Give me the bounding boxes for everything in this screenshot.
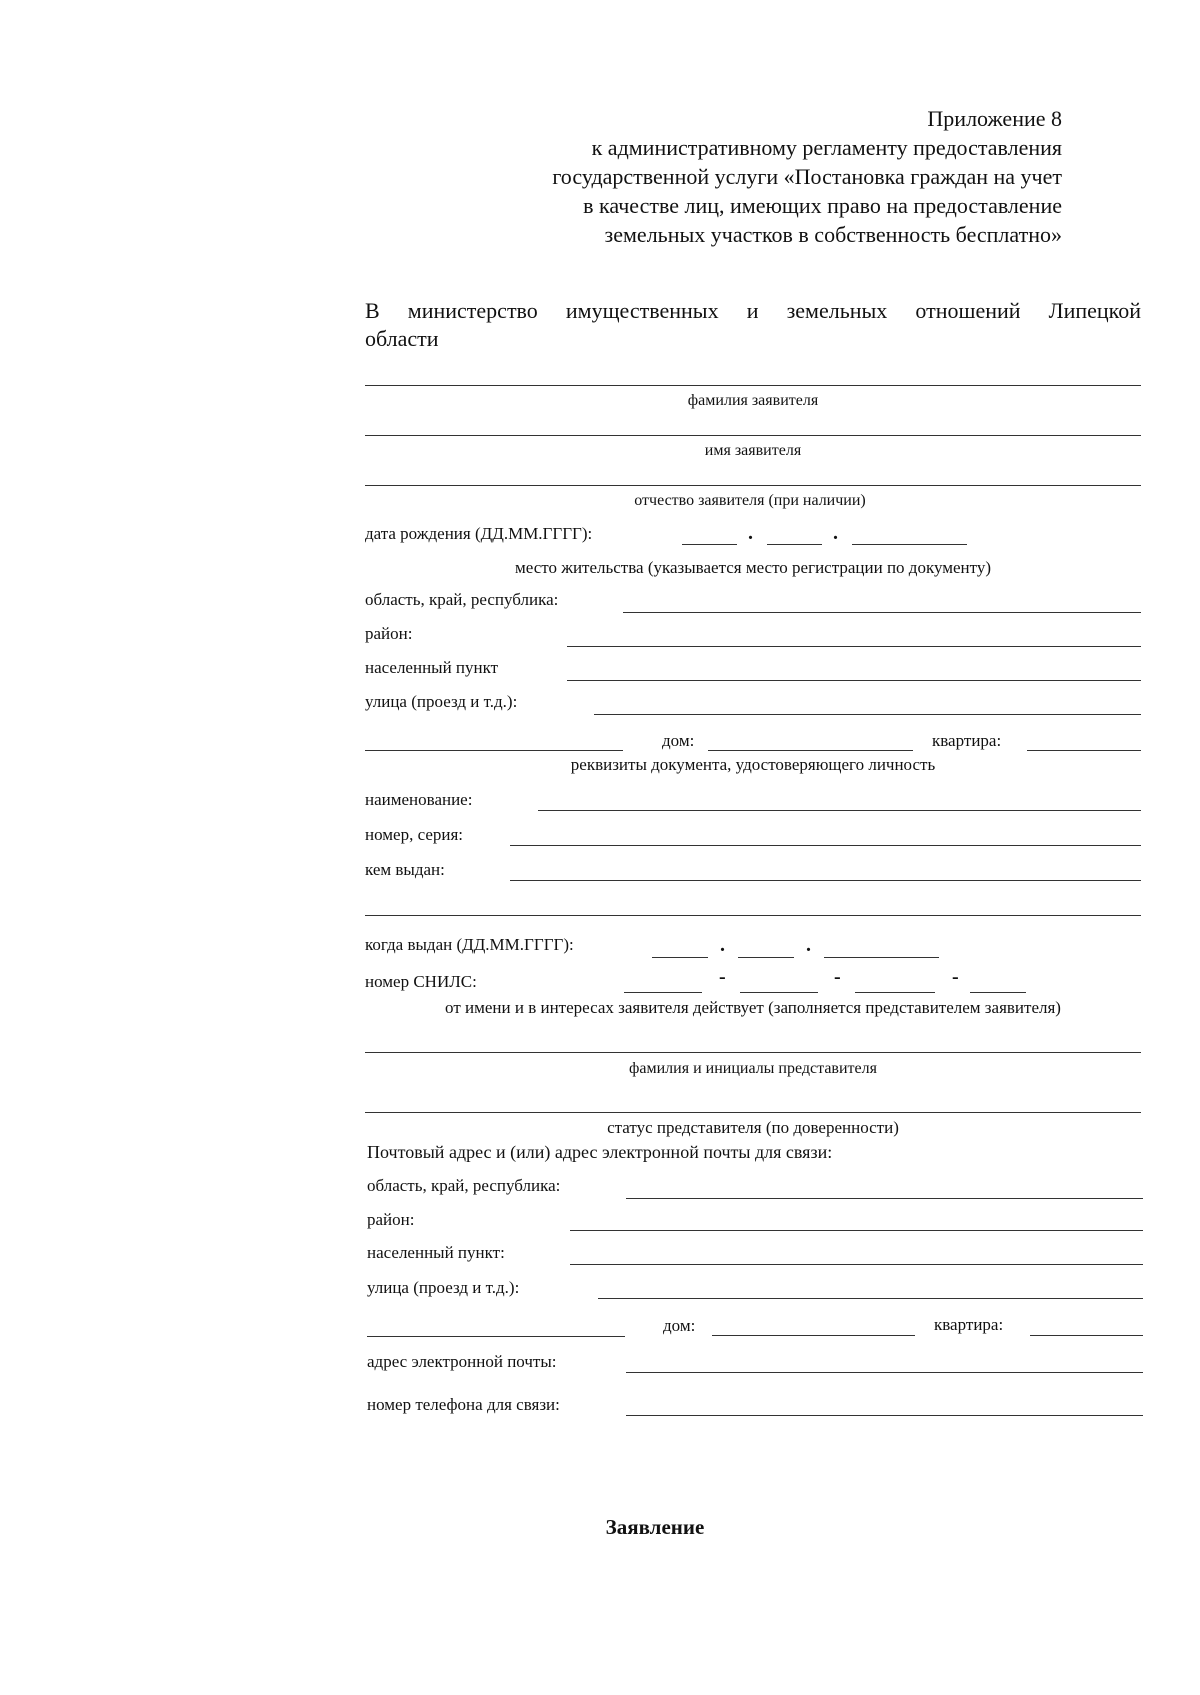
snils-separator: - (834, 966, 841, 988)
identity-doc-heading: реквизиты документа, удостоверяющего личность (570, 755, 936, 774)
surname-caption: фамилия заявителя (687, 392, 819, 409)
annex-number: Приложение 8 (927, 106, 1062, 131)
residence-apartment-field[interactable] (1027, 750, 1141, 751)
addressee-line-1: В министерство имущественных и земельных отношений Липецкой (365, 298, 1141, 323)
birth-date-label: дата рождения (ДД.ММ.ГГГГ): (365, 524, 593, 543)
email-field[interactable] (626, 1372, 1143, 1373)
residence-region-field[interactable] (623, 612, 1141, 613)
residence-apartment-label: квартира: (932, 731, 1002, 750)
residence-street-continuation-field[interactable] (365, 750, 623, 751)
regulation-line-3: в качестве лиц, имеющих право на предоставление (583, 193, 1062, 218)
addressee-line-2: области (365, 326, 439, 351)
date-separator: . (833, 522, 838, 544)
doc-issued-by-continuation-field[interactable] (365, 915, 1141, 916)
doc-number-field[interactable] (510, 845, 1141, 846)
residence-street-label: улица (проезд и т.д.): (365, 692, 518, 711)
residence-district-label: район: (365, 624, 413, 643)
birth-month-field[interactable] (767, 544, 822, 545)
representative-name-caption: фамилия и инициалы представителя (629, 1060, 877, 1077)
doc-issued-by-field[interactable] (510, 880, 1141, 881)
representative-status-field[interactable] (365, 1112, 1141, 1113)
date-separator: . (720, 934, 725, 956)
regulation-line-1: к административному регламенту предоставления (591, 135, 1062, 160)
name-caption: имя заявителя (704, 442, 802, 459)
postal-apartment-field[interactable] (1030, 1335, 1143, 1336)
patronymic-field[interactable] (365, 485, 1141, 486)
snils-separator: - (719, 966, 726, 988)
doc-issue-year-field[interactable] (824, 957, 939, 958)
snils-part-4-field[interactable] (970, 992, 1026, 993)
residence-heading: место жительства (указывается место регистрации по документу) (514, 558, 992, 577)
representative-heading: от имени и в интересах заявителя действует (заполняется представителем заявителя) (445, 998, 1061, 1017)
birth-year-field[interactable] (852, 544, 967, 545)
snils-label: номер СНИЛС: (365, 972, 477, 991)
snils-separator: - (952, 966, 959, 988)
snils-part-2-field[interactable] (740, 992, 818, 993)
regulation-line-4: земельных участков в собственность бесплатно» (604, 222, 1062, 247)
doc-issue-month-field[interactable] (738, 957, 794, 958)
residence-locality-label: населенный пункт (365, 658, 499, 677)
postal-region-field[interactable] (626, 1198, 1143, 1199)
residence-region-label: область, край, республика: (365, 590, 559, 609)
postal-district-label: район: (367, 1210, 415, 1229)
postal-house-label: дом: (663, 1316, 696, 1335)
representative-status-caption: статус представителя (по доверенности) (607, 1118, 899, 1137)
doc-issue-date-label: когда выдан (ДД.ММ.ГГГГ): (365, 935, 574, 954)
postal-apartment-label: квартира: (934, 1315, 1004, 1334)
postal-locality-field[interactable] (570, 1264, 1143, 1265)
name-field[interactable] (365, 435, 1141, 436)
postal-locality-label: населенный пункт: (367, 1243, 505, 1262)
doc-issued-by-label: кем выдан: (365, 860, 445, 879)
residence-locality-field[interactable] (567, 680, 1141, 681)
representative-name-field[interactable] (365, 1052, 1141, 1053)
postal-house-field[interactable] (712, 1335, 915, 1336)
regulation-line-2: государственной услуги «Постановка граждан на учет (552, 164, 1062, 189)
phone-field[interactable] (626, 1415, 1143, 1416)
postal-heading: Почтовый адрес и (или) адрес электронной почты для связи: (367, 1142, 833, 1162)
doc-issue-day-field[interactable] (652, 957, 708, 958)
residence-district-field[interactable] (567, 646, 1141, 647)
snils-part-3-field[interactable] (855, 992, 935, 993)
surname-field[interactable] (365, 385, 1141, 386)
patronymic-caption: отчество заявителя (при наличии) (634, 492, 866, 509)
postal-street-continuation-field[interactable] (367, 1336, 625, 1337)
postal-district-field[interactable] (570, 1230, 1143, 1231)
postal-region-label: область, край, республика: (367, 1176, 561, 1195)
birth-day-field[interactable] (682, 544, 737, 545)
postal-street-label: улица (проезд и т.д.): (367, 1278, 520, 1297)
snils-part-1-field[interactable] (624, 992, 702, 993)
residence-street-field[interactable] (594, 714, 1141, 715)
doc-name-field[interactable] (538, 810, 1141, 811)
doc-name-label: наименование: (365, 790, 473, 809)
residence-house-field[interactable] (708, 750, 913, 751)
date-separator: . (806, 934, 811, 956)
date-separator: . (748, 522, 753, 544)
statement-title: Заявление (605, 1515, 705, 1539)
residence-house-label: дом: (662, 731, 695, 750)
email-label: адрес электронной почты: (367, 1352, 557, 1371)
doc-number-label: номер, серия: (365, 825, 464, 844)
postal-street-field[interactable] (598, 1298, 1143, 1299)
phone-label: номер телефона для связи: (367, 1395, 560, 1414)
